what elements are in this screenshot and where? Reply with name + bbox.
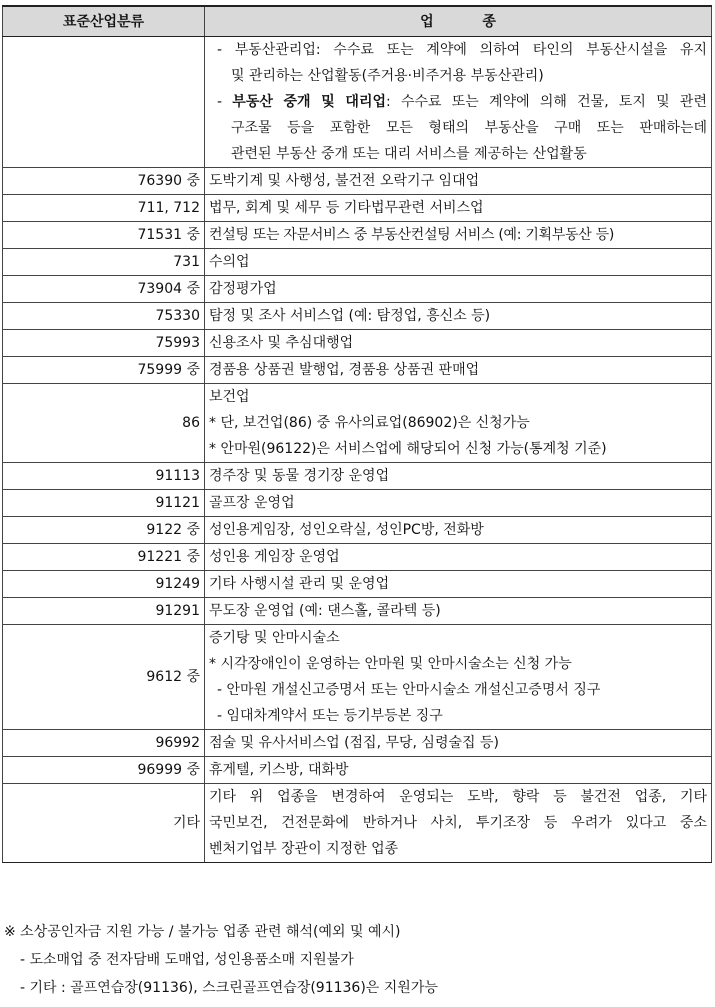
code-cell: 9122 중 bbox=[3, 517, 205, 544]
code-cell-empty bbox=[3, 37, 205, 168]
desc-cell: 성인용게임장, 성인오락실, 성인PC방, 전화방 bbox=[205, 517, 712, 544]
code-cell: 91221 중 bbox=[3, 544, 205, 571]
table-row bbox=[3, 330, 712, 357]
table-row bbox=[3, 357, 712, 384]
table-row bbox=[3, 730, 712, 757]
table-row-massage bbox=[3, 625, 712, 730]
table-row bbox=[3, 222, 712, 249]
code-cell: 86 bbox=[3, 384, 205, 463]
desc-cell: 골프장 운영업 bbox=[205, 490, 712, 517]
desc-cell: 컨설팅 또는 자문서비스 중 부동산컨설팅 서비스 (예: 기획부동산 등) bbox=[205, 222, 712, 249]
table-row bbox=[3, 571, 712, 598]
desc-line: 국민보건, 건전문화에 반하거나 사치, 투기조장 등 우려가 있다고 중소 bbox=[209, 815, 707, 831]
desc-cell: 법무, 회계 및 세무 등 기타법무관련 서비스업 bbox=[205, 195, 712, 222]
desc-line: 보건업 bbox=[209, 389, 250, 405]
code-cell: 731 bbox=[3, 249, 205, 276]
code-cell: 71531 중 bbox=[3, 222, 205, 249]
code-cell: 91121 bbox=[3, 490, 205, 517]
notes-section bbox=[4, 918, 438, 1002]
code-cell: 75330 bbox=[3, 303, 205, 330]
desc-cell: 도박기계 및 사행성, 불건전 오락기구 임대업 bbox=[205, 168, 712, 195]
table-row bbox=[3, 517, 712, 544]
desc-cell: 감정평가업 bbox=[205, 276, 712, 303]
desc-line-rest: : 수수료 또는 계약에 의해 건물, 토지 및 관련 bbox=[386, 94, 707, 110]
code-cell: 9612 중 bbox=[3, 625, 205, 730]
table-row bbox=[3, 757, 712, 784]
desc-cell: 탐정 및 조사 서비스업 (예: 탐정업, 흥신소 등) bbox=[205, 303, 712, 330]
desc-cell bbox=[205, 784, 712, 863]
table-row bbox=[3, 303, 712, 330]
desc-line: 증기탕 및 안마시술소 bbox=[209, 630, 340, 646]
code-cell: 75993 bbox=[3, 330, 205, 357]
desc-cell: 휴게텔, 키스방, 대화방 bbox=[205, 757, 712, 784]
header-industry: 업 종 bbox=[205, 6, 712, 37]
desc-cell: 점술 및 유사서비스업 (점집, 무당, 심령술집 등) bbox=[205, 730, 712, 757]
desc-cell: 경품용 상품권 발행업, 경품용 상품권 판매업 bbox=[205, 357, 712, 384]
note-item: - 기타 : 골프연습장(91136), 스크린골프연습장(91136)은 지원가능 bbox=[20, 980, 438, 996]
table-row bbox=[3, 463, 712, 490]
desc-line: * 시각장애인이 운영하는 안마원 및 안마시술소는 신청 가능 bbox=[209, 656, 572, 672]
desc-line: 및 관리하는 산업활동(주거용·비주거용 부동산관리) bbox=[231, 68, 544, 84]
code-cell: 96999 중 bbox=[3, 757, 205, 784]
desc-cell: 기타 사행시설 관리 및 운영업 bbox=[205, 571, 712, 598]
code-cell: 96992 bbox=[3, 730, 205, 757]
table-row bbox=[3, 195, 712, 222]
code-cell: 기타 bbox=[3, 784, 205, 863]
code-cell: 91249 bbox=[3, 571, 205, 598]
header-classification: 표준산업분류 bbox=[3, 6, 205, 37]
table-row bbox=[3, 168, 712, 195]
desc-cell: 신용조사 및 추심대행업 bbox=[205, 330, 712, 357]
desc-cell bbox=[205, 625, 712, 730]
desc-line: * 단, 보건업(86) 중 유사의료업(86902)은 신청가능 bbox=[209, 415, 530, 431]
table-header-row bbox=[3, 6, 712, 37]
notes-title: ※ 소상공인자금 지원 가능 / 불가능 업종 관련 해석(예외 및 예시) bbox=[4, 924, 401, 940]
code-cell: 75999 중 bbox=[3, 357, 205, 384]
desc-line: 관련된 부동산 중개 또는 대리 서비스를 제공하는 산업활동 bbox=[231, 146, 587, 162]
table-row bbox=[3, 544, 712, 571]
code-cell: 76390 중 bbox=[3, 168, 205, 195]
code-cell: 91113 bbox=[3, 463, 205, 490]
table-row-health bbox=[3, 384, 712, 463]
restricted-industry-table bbox=[2, 5, 712, 863]
desc-line: 구조물 등을 포함한 모든 형태의 부동산을 구매 또는 판매하는데 bbox=[231, 120, 707, 136]
desc-line: - 부동산 중개 및 대리업: 수수료 또는 계약에 의해 건물, 토지 및 관련 bbox=[217, 94, 707, 110]
table-row bbox=[3, 490, 712, 517]
desc-line: - 임대차계약서 또는 등기부등본 징구 bbox=[217, 708, 443, 724]
desc-cell: 경주장 및 동물 경기장 운영업 bbox=[205, 463, 712, 490]
desc-line: 기타 위 업종을 변경하여 운영되는 도박, 향락 등 불건전 업종, 기타 bbox=[209, 789, 707, 805]
desc-cell-real-estate bbox=[205, 37, 712, 168]
desc-cell: 무도장 운영업 (예: 댄스홀, 콜라텍 등) bbox=[205, 598, 712, 625]
table-row bbox=[3, 249, 712, 276]
desc-line: * 안마원(96122)은 서비스업에 해당되어 신청 가능(통계청 기준) bbox=[209, 441, 607, 457]
desc-cell bbox=[205, 384, 712, 463]
bold-term: 부동산 중개 및 대리업 bbox=[232, 94, 386, 110]
desc-line: - 부동산관리업: 수수료 또는 계약에 의하여 타인의 부동산시설을 유지 bbox=[217, 42, 707, 58]
table-row-continued bbox=[3, 37, 712, 168]
code-cell: 711, 712 bbox=[3, 195, 205, 222]
desc-cell: 수의업 bbox=[205, 249, 712, 276]
note-item: - 도소매업 중 전자담배 도매업, 성인용품소매 지원불가 bbox=[20, 952, 354, 968]
table-row bbox=[3, 276, 712, 303]
desc-line: - 안마원 개설신고증명서 또는 안마시술소 개설신고증명서 징구 bbox=[217, 682, 601, 698]
code-cell: 91291 bbox=[3, 598, 205, 625]
desc-cell: 성인용 게임장 운영업 bbox=[205, 544, 712, 571]
desc-line: 벤처기업부 장관이 지정한 업종 bbox=[209, 841, 399, 857]
table-row-other bbox=[3, 784, 712, 863]
table-row bbox=[3, 598, 712, 625]
code-cell: 73904 중 bbox=[3, 276, 205, 303]
